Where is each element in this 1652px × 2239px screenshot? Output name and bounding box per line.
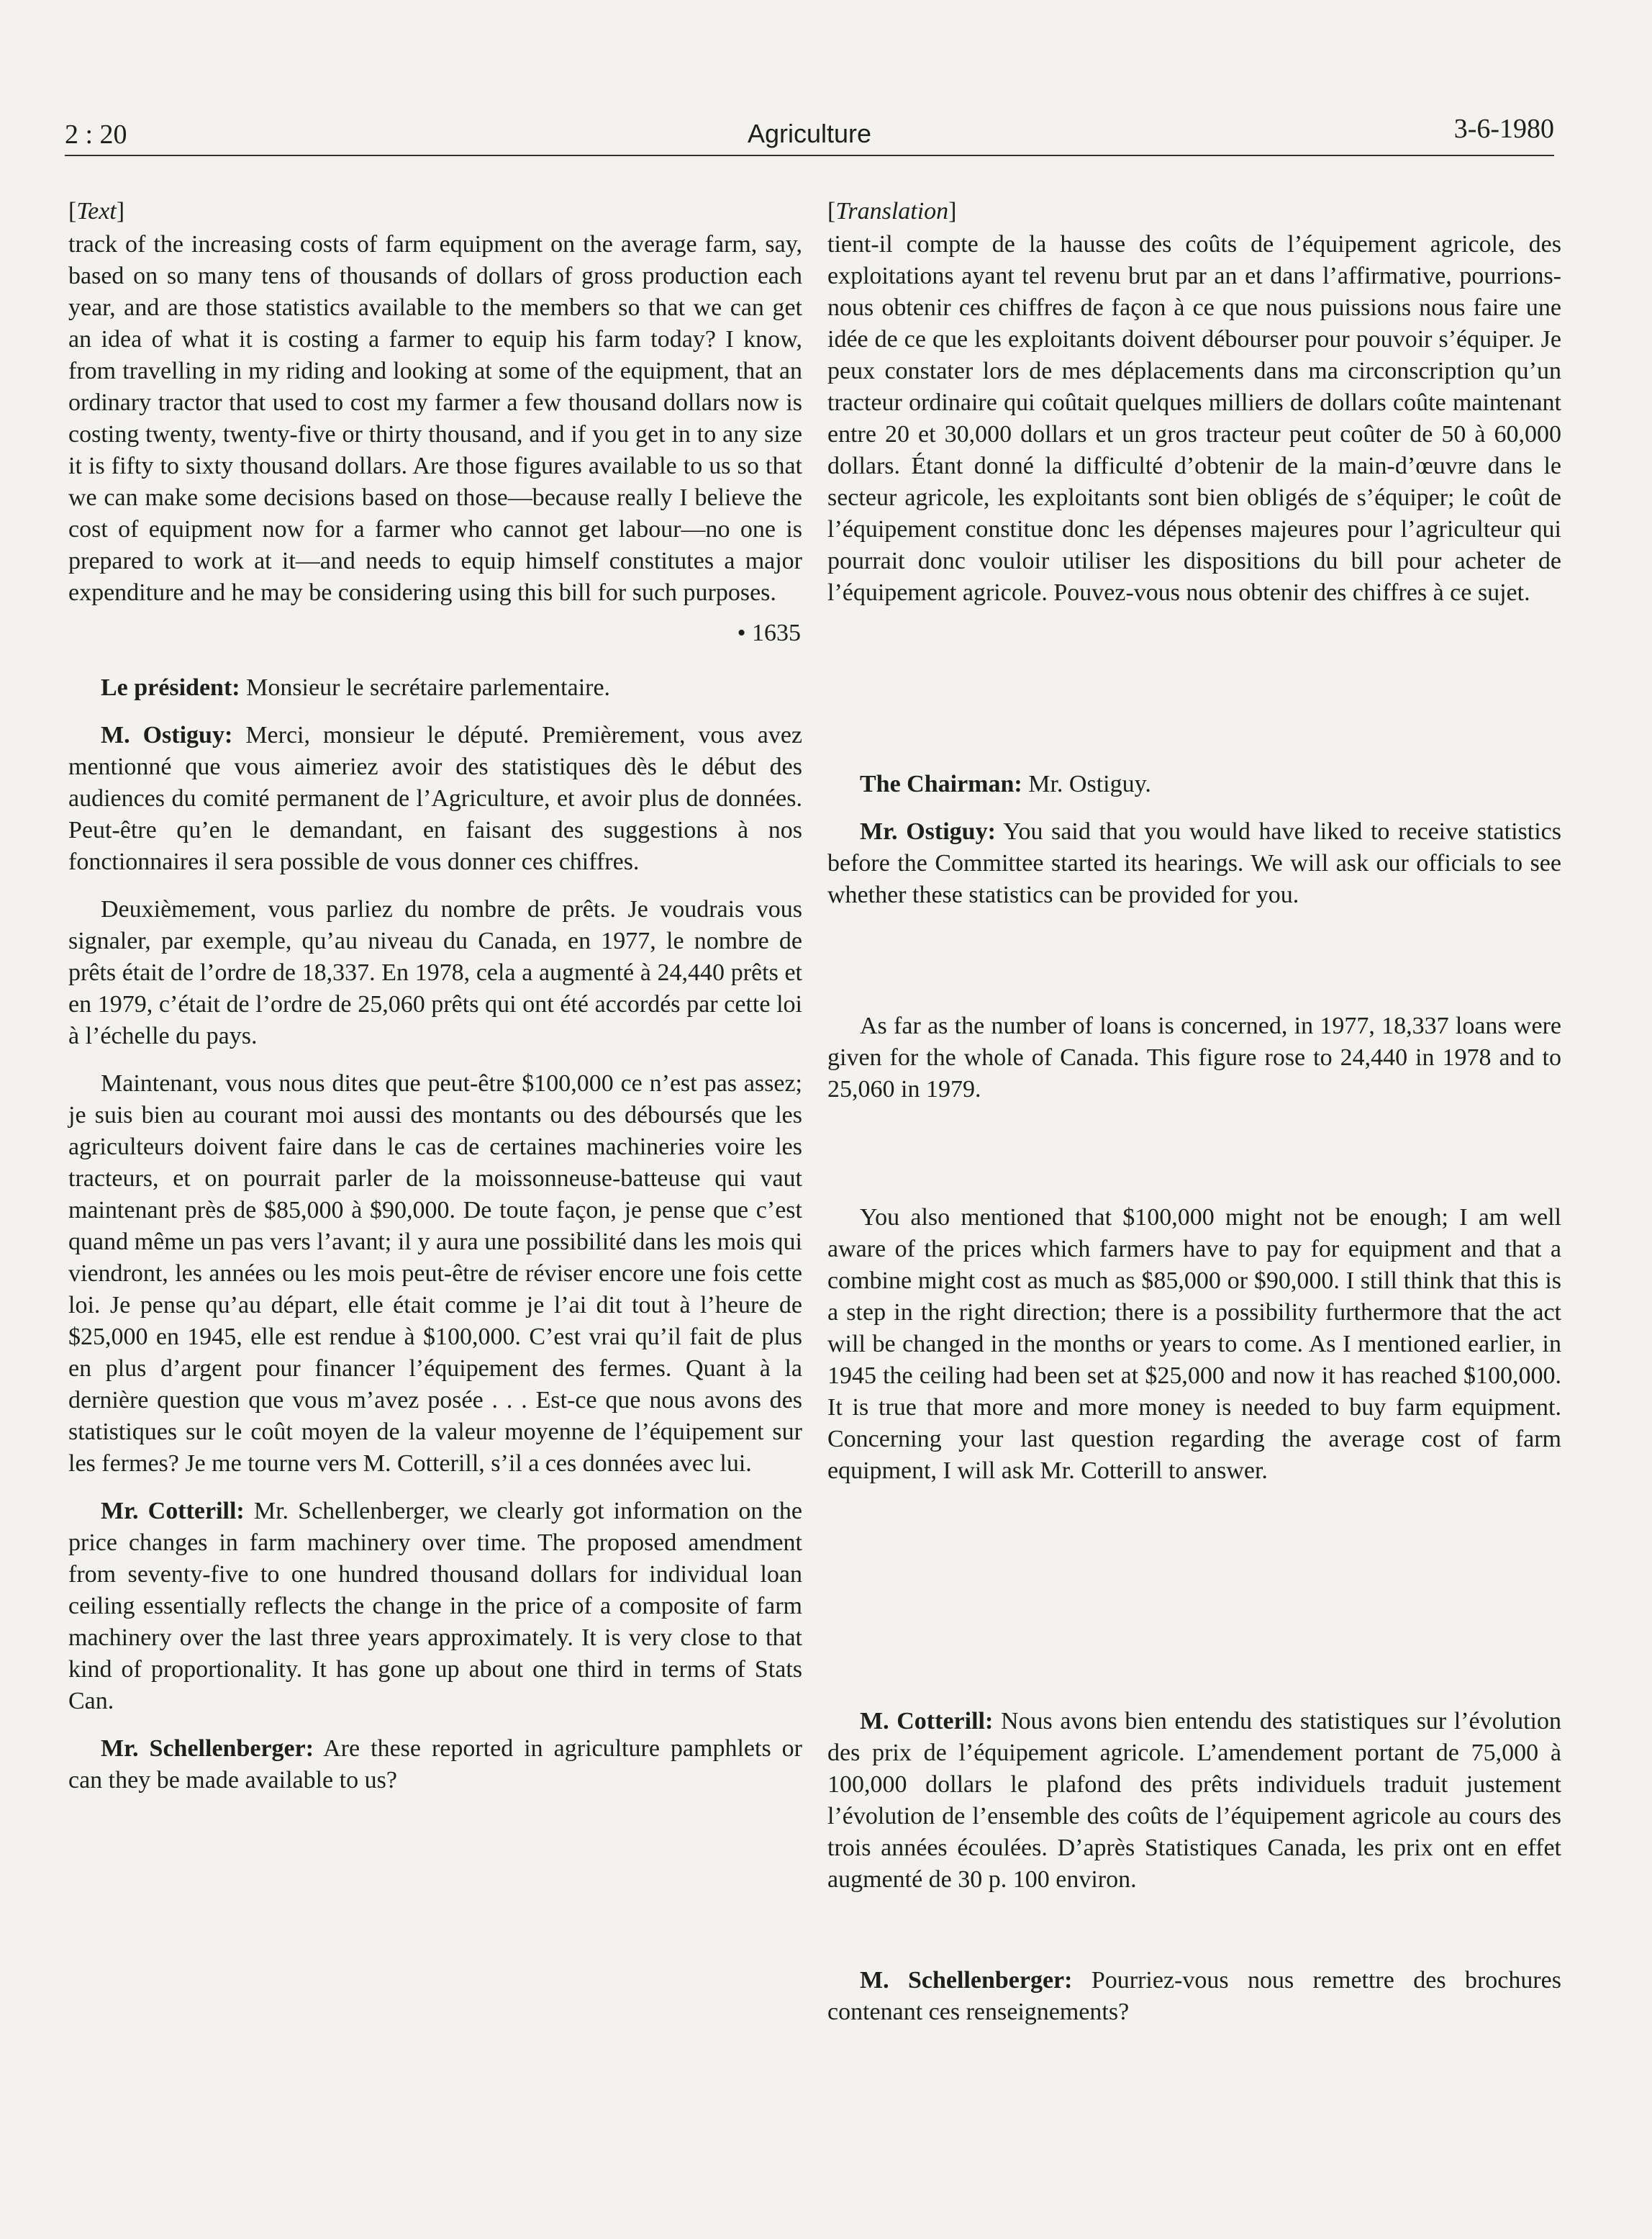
right-paragraph-1: tient-il compte de la hausse des coûts de l’équipement agricole, des exploitations ayant tel revenu brut par an et dans l’affirmative, pourrions-nous obtenir ces chiffres de façon à ce que nous puissions nous faire une idée de ce que les exploitants doivent débourser pour pouvoir s’équiper. Je peux constater lors de mes déplacements dans ma circonscription qu’un tracteur ordinaire qui coûtait quelques milliers de dollars coûte maintenant entre 20 et 30,000 dollars et un gros tracteur peut coûter de 50 à 60,000 dollars. Étant donné la difficulté d’obtenir de la main-d’œuvre dans le secteur agricole, les exploitants sont bien obligés de s’équiper; le coût de l’équipement constitue donc les dépenses majeures pour l’agriculteur qui pourrait donc vouloir utiliser les dispositions du bill pour acheter de l’équipement agricole. Pouvez-vous nous obtenir des chiffres à ce sujet. — [827, 231, 1561, 606]
speaker-name: Mr. Cotterill: — [101, 1498, 245, 1524]
speaker-name: M. Schellenberger: — [860, 1967, 1073, 1994]
right-paragraph-7: M. Schellenberger: Pourriez-vous nous remettre des brochures contenant ces renseignements? — [827, 1967, 1561, 2025]
right-column-intro — [827, 196, 1561, 609]
time-marker: • 1635 — [737, 620, 801, 646]
right-paragraph-6: M. Cotterill: Nous avons bien entendu des statistiques sur l’évolution des prix de l’équipement agricole. L’amendement portant de 75,000 à 100,000 dollars le plafond des prêts individuels traduit justement l’évolution de l’ensemble des coûts de l’équipement agricole au cours des trois années écoulées. D’après Statistiques Canada, les prix ont en effet augmenté de 30 p. 100 environ. — [827, 1708, 1561, 1893]
right-column-tag: [Translation] — [827, 198, 957, 225]
speaker-name: Mr. Schellenberger: — [101, 1735, 314, 1762]
left-paragraph-5: Maintenant, vous nous dites que peut-être $100,000 ce n’est pas assez; je suis bien au courant moi aussi des montants ou des déboursés que les agriculteurs doivent faire dans le cas de certaines machineries voire les tracteurs, et on pourrait parler de la moissonneuse-batteuse qui vaut maintenant près de $85,000 à $90,000. De toute façon, je pense que c’est quand même un pas vers l’avant; il y aura une possibilité dans les mois qui viendront, les années ou les mois peut-être de réviser encore une fois cette loi. Je pense qu’au départ, elle était comme je l’ai dit tout à l’heure de $25,000 en 1945, elle est rendue à $100,000. C’est vrai qu’il fait de plus en plus d’argent pour financer l’équipement des fermes. Quant à la dernière question que vous m’avez posée . . . Est-ce que nous avons des statistiques sur le coût moyen de la valeur moyenne de l’équipement sur les fermes? Je me tourne vers M. Cotterill, s’il a ces données avec lui. — [68, 1070, 802, 1477]
page-date: 3-6-1980 — [1453, 114, 1554, 144]
left-paragraph-6: Mr. Cotterill: Mr. Schellenberger, we clearly got information on the price changes in farm machinery over time. The proposed amendment from seventy-five to one hundred thousand dollars for individual loan ceiling essentially reflects the change in the price of a composite of farm machinery over the last three years approximately. It is very close to that kind of proportionality. It has gone up about one third in terms of Stats Can. — [68, 1498, 802, 1714]
left-column — [68, 196, 802, 1796]
left-paragraph-3: M. Ostiguy: Merci, monsieur le député. Premièrement, vous avez mentionné que vous aimeriez avoir des statistiques dès le début des audiences du comité permanent de l’Agriculture, et avoir plus de données. Peut-être qu’en le demandant, en faisant des suggestions à nos fonctionnaires il sera possible de vous donner ces chiffres. — [68, 722, 802, 875]
right-column-block-3 — [827, 1010, 1561, 1105]
running-title: Agriculture — [747, 119, 872, 148]
header-rule — [65, 155, 1554, 156]
speaker-name: Mr. Ostiguy: — [860, 818, 996, 845]
right-paragraph-5: You also mentioned that $100,000 might not be enough; I am well aware of the prices which farmers have to pay for equipment and that a combine might cost as much as $85,000 or $90,000. I still think that this is a step in the right direction; there is a possibility furthermore that the act will be changed in the months or years to come. As I mentioned earlier, in 1945 the ceiling had been set at $25,000 and now it has reached $100,000. It is true that more and more money is needed to buy farm equipment. Concerning your last question regarding the average cost of farm equipment, I will ask Mr. Cotterill to answer. — [827, 1204, 1561, 1484]
left-paragraph-2: Le président: Monsieur le secrétaire parlementaire. — [101, 674, 611, 701]
speaker-name: Le président: — [101, 674, 240, 701]
right-column-block-4 — [827, 1202, 1561, 1487]
right-paragraph-3: Mr. Ostiguy: You said that you would have liked to receive statistics before the Committee started its hearings. We will ask our officials to see whether these statistics can be provided for you. — [827, 818, 1561, 908]
left-paragraph-1: track of the increasing costs of farm equipment on the average farm, say, based on so many tens of thousands of dollars of gross production each year, and are those statistics available to the members so that we can get an idea of what it is costing a farmer to equip his farm today? I know, from travelling in my riding and looking at some of the equipment, that an ordinary tractor that used to cost my farmer a few thousand dollars now is costing twenty, twenty-five or thirty thousand, and if you get in to any size it is fifty to sixty thousand dollars. Are those figures available to us so that we can make some decisions based on those—because really I believe the cost of equipment now for a farmer who cannot get labour—no one is prepared to work at it—and needs to equip himself constitutes a major expenditure and he may be considering using this bill for such purposes. — [68, 231, 802, 606]
right-column-block-6 — [827, 1965, 1561, 2028]
right-column-block-5 — [827, 1706, 1561, 1896]
right-paragraph-2: The Chairman: Mr. Ostiguy. — [860, 771, 1151, 797]
right-column-block-2 — [827, 769, 1561, 911]
speaker-name: M. Ostiguy: — [101, 722, 233, 748]
left-paragraph-4: Deuxièmement, vous parliez du nombre de prêts. Je voudrais vous signaler, par exemple, qu’au niveau du Canada, en 1977, le nombre de prêts était de l’ordre de 18,337. En 1978, cela a augmenté à 24,440 prêts et en 1979, c’était de l’ordre de 25,060 prêts qui ont été accordés par cette loi à l’échelle du pays. — [68, 896, 802, 1049]
speaker-name: M. Cotterill: — [860, 1708, 994, 1734]
right-paragraph-4: As far as the number of loans is concerned, in 1977, 18,337 loans were given for the whole of Canada. This figure rose to 24,440 in 1978 and to 25,060 in 1979. — [827, 1013, 1561, 1103]
page-number: 2 : 20 — [65, 119, 127, 150]
left-paragraph-7: Mr. Schellenberger: Are these reported in agriculture pamphlets or can they be made available to us? — [68, 1735, 802, 1794]
left-column-tag: [Text] — [68, 198, 125, 225]
speaker-name: The Chairman: — [860, 771, 1022, 797]
